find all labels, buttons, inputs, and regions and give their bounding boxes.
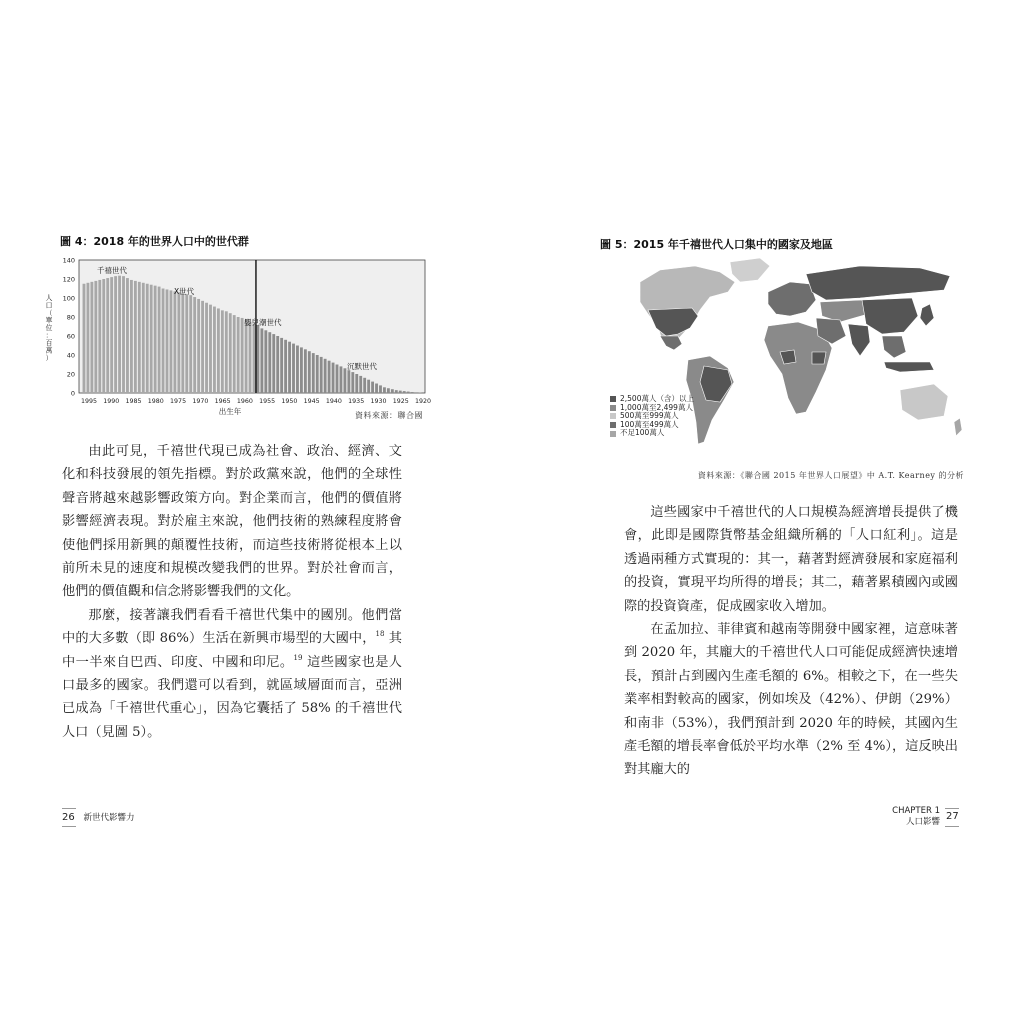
- legend-swatch: [610, 413, 616, 419]
- x-tick-label: 1925: [392, 398, 409, 405]
- x-tick-label: 1955: [259, 398, 276, 405]
- bar: [150, 285, 153, 393]
- legend-swatch: [610, 422, 616, 428]
- bar: [166, 289, 169, 393]
- legend-item: 500萬至999萬人: [610, 412, 694, 421]
- bar: [391, 389, 394, 393]
- bar: [158, 287, 161, 393]
- bar: [403, 391, 406, 393]
- bar: [264, 330, 267, 393]
- bar: [387, 388, 390, 393]
- bar: [83, 284, 86, 393]
- map-india: [848, 324, 870, 356]
- right-page-body: [624, 501, 958, 782]
- bar: [229, 313, 232, 393]
- legend-item: 2,500萬人（含）以上: [610, 395, 694, 404]
- bar: [170, 290, 173, 393]
- x-tick-label: 1995: [80, 398, 98, 405]
- bar: [114, 276, 117, 393]
- y-axis-label-char: 萬: [45, 346, 53, 355]
- x-tick-label: 1920: [414, 398, 432, 405]
- bar: [359, 376, 362, 393]
- bar: [134, 281, 137, 393]
- y-axis-label-char: 位: [45, 324, 53, 332]
- x-tick-label: 1930: [370, 398, 387, 405]
- map-ethiopia: [812, 352, 826, 364]
- bar: [399, 391, 402, 393]
- bar: [146, 284, 149, 393]
- bar: [292, 344, 295, 393]
- y-tick-label: 80: [66, 313, 75, 322]
- y-axis-label-char: 人: [45, 294, 53, 302]
- bar: [249, 322, 252, 393]
- bar: [94, 281, 97, 393]
- x-axis-label: 出生年: [218, 407, 242, 416]
- bar: [205, 303, 208, 393]
- y-tick-label: 20: [66, 370, 75, 379]
- map-southeast-asia: [882, 336, 906, 358]
- paragraph: 在孟加拉、菲律賓和越南等開發中國家裡，這意味著到 2020 年，其龐大的千禧世代人口可能促成經濟快速增長，預計占到國內生產毛額的 6%。相較之下，在一些失業率相對較高的國家，例如埃及（42%）、伊朗（29%）和南非（53%），我們預計到 2020 年的時候，其國內生產毛額的增長率會低於平均水準（2% 至 4%），這反映出對其龐大的: [624, 622, 958, 778]
- bar: [415, 392, 418, 393]
- bar: [102, 279, 105, 393]
- bar: [320, 357, 323, 393]
- x-tick-label: 1965: [214, 398, 231, 405]
- bar: [411, 392, 414, 393]
- bar: [276, 336, 279, 393]
- bar: [288, 342, 291, 393]
- y-axis-label-char: 百: [45, 339, 53, 347]
- map-china: [862, 298, 918, 334]
- bar: [237, 317, 240, 393]
- map-north-america: [640, 266, 735, 344]
- bar: [260, 328, 263, 393]
- bar: [221, 310, 224, 393]
- x-tick-label: 1975: [170, 398, 187, 405]
- chapter-label: CHAPTER 1: [892, 806, 940, 816]
- y-tick-label: 40: [66, 351, 75, 360]
- figure4-source: 資料來源：聯合國: [355, 411, 423, 420]
- y-tick-label: 0: [70, 389, 75, 398]
- bar: [336, 365, 339, 394]
- page-number: 26: [62, 812, 75, 823]
- bar: [312, 353, 315, 393]
- bar: [201, 301, 204, 393]
- bar: [268, 332, 271, 393]
- annotation-label: X世代: [174, 287, 195, 296]
- y-ticks: [63, 257, 75, 398]
- running-title: 人口影響: [905, 817, 940, 827]
- bar: [162, 289, 165, 394]
- paragraph: 由此可見，千禧世代現已成為社會、政治、經濟、文化和科技發展的領先指標。對於政黨來說，他們的全球性聲音將越來越影響政策方向。對企業而言，他們的價值將影響經濟表現。對於雇主來說，他們技術的熟練程度將會使他們採用新興的顛覆性技術，而這些技術將從根本上以前所未見的速度和規模改變我們的世界。對於社會而言，他們的價值觀和信念將影響我們的文化。: [62, 444, 402, 600]
- y-axis-label-char: ）: [45, 354, 53, 362]
- bar: [126, 278, 129, 393]
- page-number: 27: [946, 811, 959, 822]
- y-tick-label: 100: [62, 294, 75, 303]
- figure5-source: 資料來源：《聯合國 2015 年世界人口展望》中 A.T. Kearney 的分析: [697, 471, 964, 480]
- bar: [347, 370, 350, 393]
- annotation-label: 千禧世代: [97, 266, 127, 275]
- bar: [177, 292, 180, 393]
- legend-swatch: [610, 396, 616, 402]
- left-footer: [62, 811, 134, 823]
- bar: [363, 378, 366, 393]
- x-tick-label: 1970: [192, 398, 209, 405]
- bar: [241, 318, 244, 393]
- y-axis-label: [46, 293, 53, 362]
- x-tick-label: 1945: [303, 398, 320, 405]
- map-russia: [806, 266, 950, 300]
- bar: [181, 293, 184, 393]
- bar: [280, 338, 283, 393]
- bar: [154, 286, 157, 393]
- x-tick-label: 1980: [147, 398, 164, 405]
- x-tick-label: 1950: [281, 398, 298, 405]
- bar: [193, 297, 196, 393]
- bar: [245, 320, 248, 393]
- bar: [375, 384, 378, 394]
- bar: [340, 366, 343, 393]
- bar: [233, 315, 236, 393]
- map-legend: [610, 395, 694, 438]
- bar: [90, 282, 93, 393]
- bar: [367, 380, 370, 393]
- map-mexico: [660, 336, 682, 350]
- left-page-body: [62, 440, 402, 744]
- bar: [304, 349, 307, 393]
- map-indonesia: [884, 362, 934, 372]
- y-tick-label: 120: [62, 275, 75, 284]
- y-tick-label: 140: [62, 256, 75, 265]
- y-tick-label: 60: [66, 332, 75, 341]
- bar: [324, 359, 327, 393]
- bar: [217, 308, 220, 393]
- bar: [118, 276, 121, 393]
- right-footer: [892, 806, 940, 828]
- bar: [355, 374, 358, 393]
- legend-item: 100萬至499萬人: [610, 421, 694, 430]
- footnote-ref: 19: [293, 653, 303, 662]
- bar: [316, 355, 319, 393]
- bar: [379, 385, 382, 393]
- bar: [383, 387, 386, 393]
- running-title: 新世代影響力: [83, 813, 135, 823]
- bar: [351, 372, 354, 393]
- map-europe: [768, 282, 816, 316]
- bar: [395, 390, 398, 393]
- bar: [106, 278, 109, 393]
- bar: [130, 280, 133, 393]
- bar: [122, 276, 125, 393]
- bar: [296, 346, 299, 394]
- legend-item: 不足100萬人: [610, 429, 694, 438]
- bar: [98, 280, 101, 393]
- footer-rule: [945, 808, 959, 809]
- bar: [300, 347, 303, 393]
- bar: [257, 326, 260, 393]
- bar: [225, 311, 228, 393]
- bar: [343, 368, 346, 393]
- legend-swatch: [610, 405, 616, 411]
- bar: [142, 283, 145, 393]
- bar: [197, 299, 200, 393]
- map-japan: [920, 304, 934, 326]
- legend-item: 1,000萬至2,499萬人: [610, 404, 694, 413]
- paragraph: 那麼，接著讓我們看看千禧世代集中的國別。他們當中的大多數（即 86%）生活在新興市場型的大國中，$^{18}$ 其中一半來自巴西、印度、中國和印尼。$^{19}$ 這些國家也是人口最多的國家。我們還可以看到，就區域層面而言，亞洲已成為「千禧世代重心」，因為它囊括了 58% 的千禧世代人口（見圖 5）。: [62, 607, 402, 740]
- legend-swatch: [610, 431, 616, 437]
- map-usa: [648, 308, 698, 336]
- footnote-ref: 18: [375, 630, 385, 639]
- x-tick-label: 1990: [103, 398, 120, 405]
- bar: [173, 291, 176, 393]
- map-greenland: [730, 258, 770, 282]
- bar: [328, 361, 331, 393]
- annotation-label: 沉默世代: [347, 362, 377, 371]
- x-tick-label: 1960: [236, 398, 253, 405]
- bar: [371, 382, 374, 393]
- bar: [189, 295, 192, 393]
- footer-rule: [945, 826, 959, 827]
- x-tick-label: 1940: [325, 398, 342, 405]
- bar: [110, 277, 113, 393]
- y-axis-label-char: 單: [45, 316, 53, 325]
- x-ticks: [81, 398, 431, 405]
- bar: [308, 351, 311, 393]
- map-australia: [900, 384, 948, 420]
- y-axis-label-char: 口: [45, 301, 53, 310]
- bar: [272, 334, 275, 393]
- bar: [332, 363, 335, 393]
- x-tick-label: 1935: [348, 398, 365, 405]
- bar: [253, 324, 256, 393]
- paragraph: 這些國家中千禧世代的人口規模為經濟增長提供了機會，此即是國際貨幣基金組織所稱的「人口紅利」。這是透過兩種方式實現的：其一，藉著對經濟發展和家庭福利的投資，實現平均所得的增長；其二，藉著累積國內或國際的投資資產，促成國家收入增加。: [624, 505, 958, 614]
- bar: [284, 340, 287, 393]
- bar: [87, 283, 90, 393]
- footer-rule: [62, 826, 76, 827]
- bar: [185, 294, 188, 393]
- figure4-title: 圖 4：2018 年的世界人口中的世代群: [60, 235, 249, 248]
- annotation-label: 嬰兒潮世代: [244, 318, 282, 327]
- figure5-title: 圖 5：2015 年千禧世代人口集中的國家及地區: [600, 238, 833, 251]
- bar: [407, 392, 410, 393]
- x-tick-label: 1985: [125, 398, 142, 405]
- bar: [138, 282, 141, 393]
- y-axis-label-char: （: [45, 309, 53, 317]
- map-new-zealand: [954, 418, 962, 436]
- map-brazil: [700, 366, 732, 402]
- bar: [213, 307, 216, 393]
- population-bar-chart: [42, 252, 442, 430]
- footer-rule: [62, 808, 76, 809]
- y-axis-label-char: ：: [45, 331, 53, 340]
- bar: [209, 305, 212, 393]
